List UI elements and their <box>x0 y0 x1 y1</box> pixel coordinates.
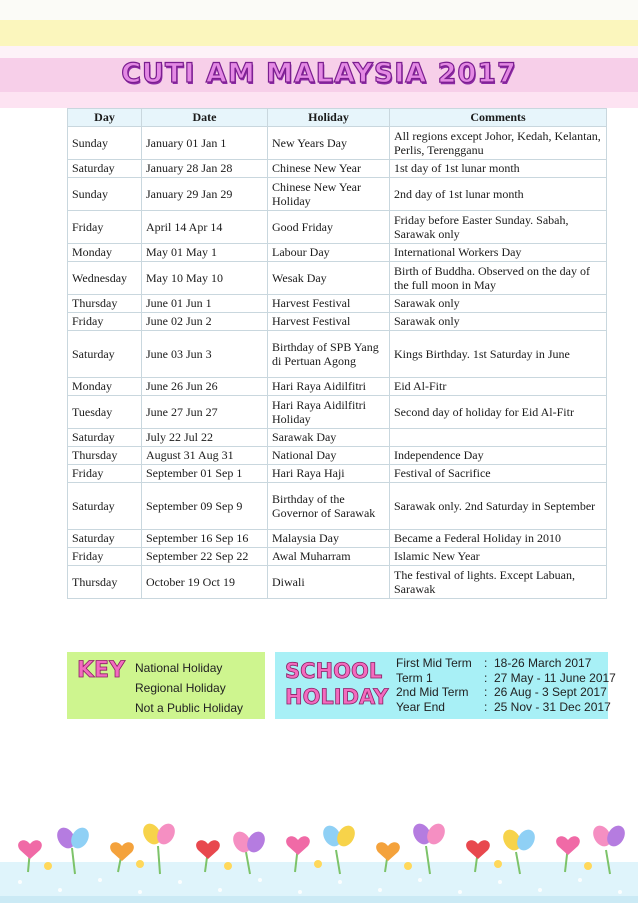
school-holiday-label-line: SCHOOL <box>285 659 383 683</box>
comments-cell: Kings Birthday. 1st Saturday in June <box>390 331 607 378</box>
date-cell: June 27 Jun 27 <box>142 396 268 429</box>
key-items <box>135 658 243 718</box>
table-row <box>68 530 607 548</box>
date-cell: May 10 May 10 <box>142 262 268 295</box>
term-name: Term 1 <box>396 670 433 685</box>
day-cell: Saturday <box>68 530 142 548</box>
table-row <box>68 378 607 396</box>
term-dates: 18-26 March 2017 <box>494 656 592 670</box>
comments-cell: Became a Federal Holiday in 2010 <box>390 530 607 548</box>
table-row <box>68 211 607 244</box>
table-row <box>68 127 607 160</box>
date-cell: January 29 Jan 29 <box>142 178 268 211</box>
school-holiday-label <box>285 658 389 710</box>
term-row <box>396 656 616 671</box>
holiday-cell: Sarawak Day <box>268 429 390 447</box>
date-cell: April 14 Apr 14 <box>142 211 268 244</box>
column-header-day: Day <box>68 109 142 127</box>
date-cell: June 01 Jun 1 <box>142 295 268 313</box>
table-row <box>68 331 607 378</box>
date-cell: September 16 Sep 16 <box>142 530 268 548</box>
decorative-banner <box>0 0 638 108</box>
term-name: First Mid Term <box>396 656 472 670</box>
key-item: National Holiday <box>135 661 223 675</box>
term-name: Year End <box>396 699 445 714</box>
comments-cell <box>390 429 607 447</box>
holiday-cell: Chinese New Year Holiday <box>268 178 390 211</box>
holiday-cell: National Day <box>268 447 390 465</box>
table-row <box>68 447 607 465</box>
term-row <box>396 700 616 715</box>
day-cell: Saturday <box>68 483 142 530</box>
day-cell: Saturday <box>68 429 142 447</box>
date-cell: June 26 Jun 26 <box>142 378 268 396</box>
day-cell: Thursday <box>68 566 142 599</box>
key-item: Not a Public Holiday <box>135 701 244 715</box>
column-header-holiday: Holiday <box>268 109 390 127</box>
comments-cell: All regions except Johor, Kedah, Kelantan, Perlis, Terengganu <box>390 127 607 160</box>
table-row <box>68 295 607 313</box>
holiday-table <box>67 108 607 599</box>
table-header-row <box>68 109 607 127</box>
date-cell: January 01 Jan 1 <box>142 127 268 160</box>
comments-cell: Birth of Buddha. Observed on the day of the full moon in May <box>390 262 607 295</box>
day-cell: Thursday <box>68 447 142 465</box>
banner-stripe <box>0 20 638 46</box>
table-row <box>68 178 607 211</box>
school-holiday-box <box>275 652 616 719</box>
term-name: 2nd Mid Term <box>396 685 469 699</box>
day-cell: Friday <box>68 313 142 331</box>
day-cell: Tuesday <box>68 396 142 429</box>
day-cell: Monday <box>68 244 142 262</box>
table-row <box>68 313 607 331</box>
day-cell: Wednesday <box>68 262 142 295</box>
comments-cell: Sarawak only <box>390 295 607 313</box>
comments-cell: Sarawak only <box>390 313 607 331</box>
holiday-cell: Good Friday <box>268 211 390 244</box>
comments-cell: Friday before Easter Sunday. Sabah, Sarawak only <box>390 211 607 244</box>
day-cell: Saturday <box>68 331 142 378</box>
comments-cell: Festival of Sacrifice <box>390 465 607 483</box>
day-cell: Friday <box>68 465 142 483</box>
table-row <box>68 548 607 566</box>
holiday-cell: New Years Day <box>268 127 390 160</box>
holiday-cell: Awal Muharram <box>268 548 390 566</box>
term-separator: : <box>484 656 488 670</box>
day-cell: Sunday <box>68 178 142 211</box>
holiday-cell: Hari Raya Haji <box>268 465 390 483</box>
school-terms-list <box>396 656 616 714</box>
date-cell: June 02 Jun 2 <box>142 313 268 331</box>
day-cell: Sunday <box>68 127 142 160</box>
holiday-cell: Hari Raya Aidilfitri <box>268 378 390 396</box>
table-row <box>68 160 607 178</box>
date-cell: May 01 May 1 <box>142 244 268 262</box>
table-row <box>68 262 607 295</box>
comments-cell: The festival of lights. Except Labuan, Sarawak <box>390 566 607 599</box>
heart-icon <box>18 836 580 861</box>
comments-cell: 2nd day of 1st lunar month <box>390 178 607 211</box>
table-row <box>68 465 607 483</box>
column-header-comments: Comments <box>390 109 607 127</box>
school-holiday-label-line: HOLIDAY <box>285 685 389 709</box>
date-cell: September 01 Sep 1 <box>142 465 268 483</box>
page-title: CUTI AM MALAYSIA 2017 <box>121 58 517 89</box>
holiday-cell: Labour Day <box>268 244 390 262</box>
holiday-cell: Harvest Festival <box>268 295 390 313</box>
key-item: Regional Holiday <box>135 681 226 695</box>
term-separator: : <box>484 685 488 699</box>
day-cell: Thursday <box>68 295 142 313</box>
butterfly-icon <box>54 820 629 855</box>
table-row <box>68 566 607 599</box>
comments-cell: Eid Al-Fitr <box>390 378 607 396</box>
date-cell: October 19 Oct 19 <box>142 566 268 599</box>
holiday-cell: Hari Raya Aidilfitri Holiday <box>268 396 390 429</box>
table-row <box>68 244 607 262</box>
date-cell: September 22 Sep 22 <box>142 548 268 566</box>
holiday-cell: Malaysia Day <box>268 530 390 548</box>
banner-stripe <box>0 92 638 108</box>
term-separator: : <box>484 670 488 685</box>
term-dates: 27 May - 11 June 2017 <box>494 670 616 685</box>
comments-cell: Second day of holiday for Eid Al-Fitr <box>390 396 607 429</box>
table-row <box>68 483 607 530</box>
term-row <box>396 671 616 686</box>
key-label: KEY <box>77 658 126 683</box>
column-header-date: Date <box>142 109 268 127</box>
holiday-cell: Birthday of SPB Yang di Pertuan Agong <box>268 331 390 378</box>
key-legend <box>67 652 265 719</box>
date-cell: January 28 Jan 28 <box>142 160 268 178</box>
holiday-cell: Diwali <box>268 566 390 599</box>
term-row <box>396 685 616 700</box>
date-cell: September 09 Sep 9 <box>142 483 268 530</box>
day-cell: Saturday <box>68 160 142 178</box>
date-cell: July 22 Jul 22 <box>142 429 268 447</box>
holiday-cell: Harvest Festival <box>268 313 390 331</box>
table-row <box>68 396 607 429</box>
comments-cell: Islamic New Year <box>390 548 607 566</box>
comments-cell: International Workers Day <box>390 244 607 262</box>
date-cell: June 03 Jun 3 <box>142 331 268 378</box>
holiday-cell: Birthday of the Governor of Sarawak <box>268 483 390 530</box>
comments-cell: Sarawak only. 2nd Saturday in September <box>390 483 607 530</box>
banner-stripe <box>0 46 638 58</box>
day-cell: Friday <box>68 211 142 244</box>
comments-cell: Independence Day <box>390 447 607 465</box>
banner-stripe <box>0 0 638 20</box>
decorative-footer <box>0 800 638 903</box>
date-cell: August 31 Aug 31 <box>142 447 268 465</box>
term-dates: 25 Nov - 31 Dec 2017 <box>494 699 611 714</box>
term-dates: 26 Aug - 3 Sept 2017 <box>494 685 607 699</box>
day-cell: Monday <box>68 378 142 396</box>
day-cell: Friday <box>68 548 142 566</box>
term-separator: : <box>484 699 488 714</box>
comments-cell: 1st day of 1st lunar month <box>390 160 607 178</box>
holiday-cell: Chinese New Year <box>268 160 390 178</box>
table-row <box>68 429 607 447</box>
holiday-cell: Wesak Day <box>268 262 390 295</box>
butterfly-garden-illustration <box>0 800 638 903</box>
